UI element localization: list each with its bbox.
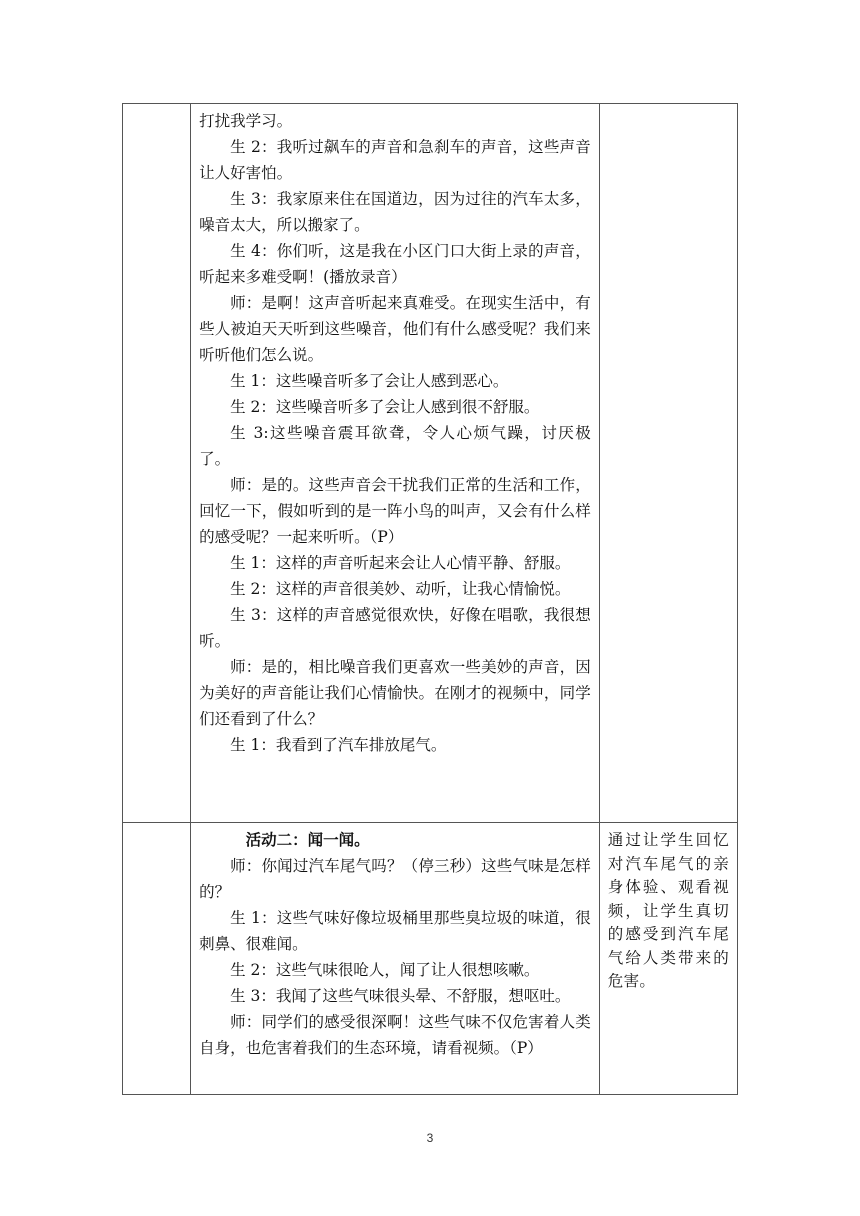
dialogue-cell <box>191 104 600 823</box>
dialogue-line: 师：同学们的感受很深啊！这些气味不仅危害着人类自身，也危害着我们的生态环境，请看视频。（P） <box>199 1013 591 1057</box>
note-cell <box>599 823 737 1095</box>
dialogue-line: 生 3：我闻了这些气味很头晕、不舒服，想呕吐。 <box>230 987 571 1005</box>
dialogue-line: 师：是的，相比噪音我们更喜欢一些美妙的声音，因为美好的声音能让我们心情愉快。在刚才的视频中，同学们还看到了什么？ <box>199 658 591 728</box>
dialogue-line: 生 2：我听过飙车的声音和急刹车的声音，这些声音让人好害怕。 <box>199 138 591 182</box>
page-number: 3 <box>426 1131 434 1145</box>
empty-cell <box>123 104 191 823</box>
dialogue-line: 打扰我学习。 <box>199 112 293 130</box>
activity-heading: 活动二：闻一闻。 <box>245 830 370 849</box>
dialogue-line: 生 2：这些噪音听多了会让人感到很不舒服。 <box>230 398 540 416</box>
lesson-table <box>122 103 738 1095</box>
dialogue-cell <box>191 823 600 1095</box>
dialogue-line: 师：是啊！这声音听起来真难受。在现实生活中，有些人被迫天天听到这些噪音，他们有什么感受呢？我们来听听他们怎么说。 <box>199 294 591 364</box>
dialogue-line: 师：你闻过汽车尾气吗？（停三秒）这些气味是怎样的？ <box>199 857 591 901</box>
table-row <box>123 823 738 1095</box>
dialogue-line: 生 1：这些气味好像垃圾桶里那些臭垃圾的味道，很刺鼻、很难闻。 <box>199 909 591 953</box>
dialogue-line: 生 1：这些噪音听多了会让人感到恶心。 <box>230 372 509 390</box>
empty-cell <box>599 104 737 823</box>
dialogue-line: 生 3:这些噪音震耳欲聋，令人心烦气躁，讨厌极了。 <box>199 424 591 468</box>
dialogue-line: 生 4：你们听，这是我在小区门口大街上录的声音，听起来多难受啊！(播放录音） <box>199 242 591 286</box>
dialogue-line: 生 3：我家原来住在国道边，因为过往的汽车太多，噪音太大，所以搬家了。 <box>199 190 591 234</box>
dialogue-line: 生 2：这样的声音很美妙、动听，让我心情愉悦。 <box>230 580 571 598</box>
empty-cell <box>123 823 191 1095</box>
dialogue-line: 生 1：这样的声音听起来会让人心情平静、舒服。 <box>230 554 571 572</box>
dialogue-line: 生 2：这些气味很呛人，闻了让人很想咳嗽。 <box>230 961 540 979</box>
dialogue-line: 生 1：我看到了汽车排放尾气。 <box>230 736 447 754</box>
table-row <box>123 104 738 823</box>
design-note: 通过让学生回忆对汽车尾气的亲身体验、观看视频，让学生真切的感受到汽车尾气给人类带来的危害。 <box>607 831 729 990</box>
dialogue-line: 生 3：这样的声音感觉很欢快，好像在唱歌，我很想听。 <box>199 606 591 650</box>
dialogue-line: 师：是的。这些声音会干扰我们正常的生活和工作，回忆一下，假如听到的是一阵小鸟的叫声，又会有什么样的感受呢？一起来听听。（P） <box>199 476 591 546</box>
